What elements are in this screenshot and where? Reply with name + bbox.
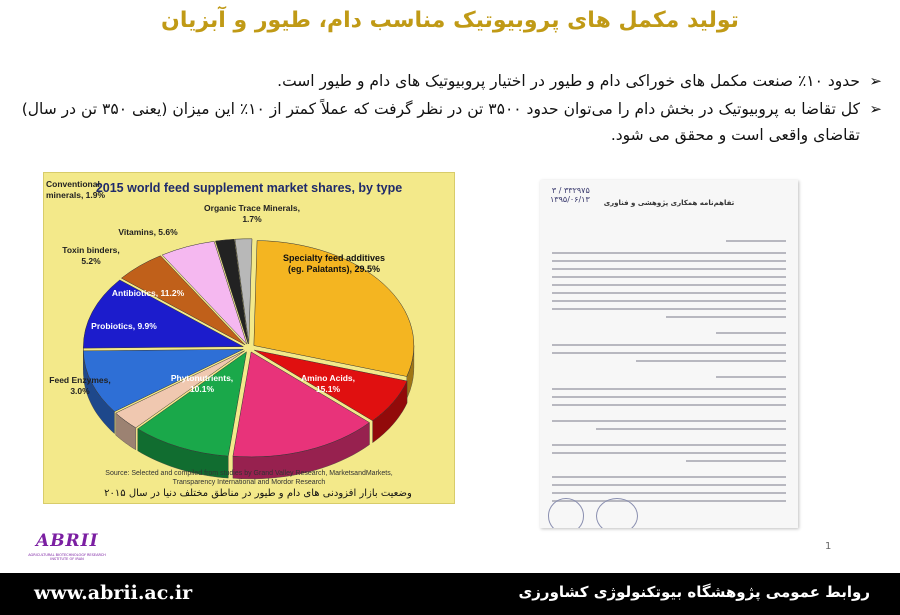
- stamp-icon: [548, 498, 584, 528]
- doc-text-line: [552, 492, 786, 494]
- doc-text-line: [552, 452, 786, 454]
- footer-url[interactable]: www.abrii.ac.ir: [34, 582, 193, 604]
- doc-text-line: [552, 276, 786, 278]
- logo-text: ABRII: [36, 531, 99, 551]
- doc-text-line: [552, 252, 786, 254]
- doc-text-line: [716, 332, 786, 334]
- bullet-item: [20, 96, 882, 148]
- label-conventional-minerals: Conventional minerals, 1.9%: [46, 179, 106, 200]
- chart-caption: وضعیت بازار افزودنی های دام و طیور در مناطق مختلف دنیا در سال ۲۰۱۵: [104, 488, 412, 499]
- doc-text-line: [686, 460, 786, 462]
- label-specialty-feed-additives: Specialty feed additives (eg. Palatants), 29.5%: [282, 253, 386, 274]
- doc-text-line: [552, 352, 786, 354]
- page-number: 1: [825, 541, 832, 552]
- chart-title: 2015 world feed supplement market shares, by type: [95, 181, 403, 195]
- label-phytonutrients: Phytonutrients, 10.1%: [170, 373, 234, 394]
- doc-text-line: [552, 404, 786, 406]
- bullet-text: کل تقاضا به پروبیوتیک در بخش دام را می‌توان حدود ۳۵۰۰ تن در نظر گرفت که عملاً کمتر از ۱۰٪ این میزان (یعنی ۳۵۰ تن در سال) تقاضای واقعی است و محقق می شود.: [21, 100, 860, 144]
- bullet-list: [20, 68, 882, 150]
- stamp-icon: [596, 498, 638, 528]
- doc-text-line: [552, 420, 786, 422]
- document-image: [540, 180, 798, 528]
- label-antibiotics: Antibiotics, 11.2%: [111, 288, 185, 298]
- doc-text-line: [552, 476, 786, 478]
- label-amino-acids: Amino Acids, 15.1%: [301, 373, 355, 394]
- doc-text-line: [552, 344, 786, 346]
- arrow-bullet-icon: ➢: [869, 72, 882, 90]
- doc-text-line: [666, 316, 786, 318]
- document-heading: تفاهم‌نامه همکاری پژوهشی و فناوری: [603, 199, 735, 207]
- doc-text-line: [552, 268, 786, 270]
- footer-bar: [0, 573, 900, 615]
- doc-text-line: [552, 284, 786, 286]
- document-date: ۱۳۹۵/۰۶/۱۳: [550, 195, 590, 204]
- footer-organization: روابط عمومی پژوهشگاه بیوتکنولوژی کشاورزی: [518, 583, 870, 601]
- bullet-item: [20, 68, 882, 94]
- logo-subtitle: AGRICULTURAL BIOTECHNOLOGY RESEARCH INSTITUTE OF IRAN: [28, 553, 106, 561]
- label-feed-enzymes: Feed Enzymes, 3.0%: [49, 375, 111, 396]
- doc-text-line: [726, 240, 786, 242]
- bullet-text: حدود ۱۰٪ صنعت مکمل های خوراکی دام و طیور در اختیار پروبیوتیک های دام و طیور است.: [277, 72, 860, 90]
- doc-text-line: [636, 360, 786, 362]
- doc-text-line: [552, 396, 786, 398]
- doc-text-line: [552, 260, 786, 262]
- doc-text-line: [552, 484, 786, 486]
- doc-text-line: [552, 500, 786, 502]
- label-vitamins: Vitamins, 5.6%: [118, 227, 178, 237]
- doc-text-line: [552, 292, 786, 294]
- label-organic-trace-minerals: Organic Trace Minerals, 1.7%: [204, 203, 300, 224]
- doc-text-line: [552, 300, 786, 302]
- document-number-value: ۳۳۲۹۷۵ / ۳: [551, 186, 590, 195]
- chart-source: Source: Selected and compiled from studies by Grand Valley Research, MarketsandMarkets, Transparency International and Mordor Research: [105, 470, 393, 486]
- doc-text-line: [716, 376, 786, 378]
- doc-text-line: [552, 388, 786, 390]
- label-toxin-binders: Toxin binders, 5.2%: [62, 245, 120, 266]
- doc-text-line: [596, 428, 786, 430]
- arrow-bullet-icon: ➢: [869, 100, 882, 118]
- doc-text-line: [552, 444, 786, 446]
- pie-chart: [43, 172, 455, 504]
- abrii-logo: [22, 527, 112, 567]
- slide-title: تولید مکمل های پروبیوتیک مناسب دام، طیور و آبزیان: [161, 8, 739, 33]
- doc-text-line: [552, 308, 786, 310]
- label-probiotics: Probiotics, 9.9%: [91, 321, 157, 331]
